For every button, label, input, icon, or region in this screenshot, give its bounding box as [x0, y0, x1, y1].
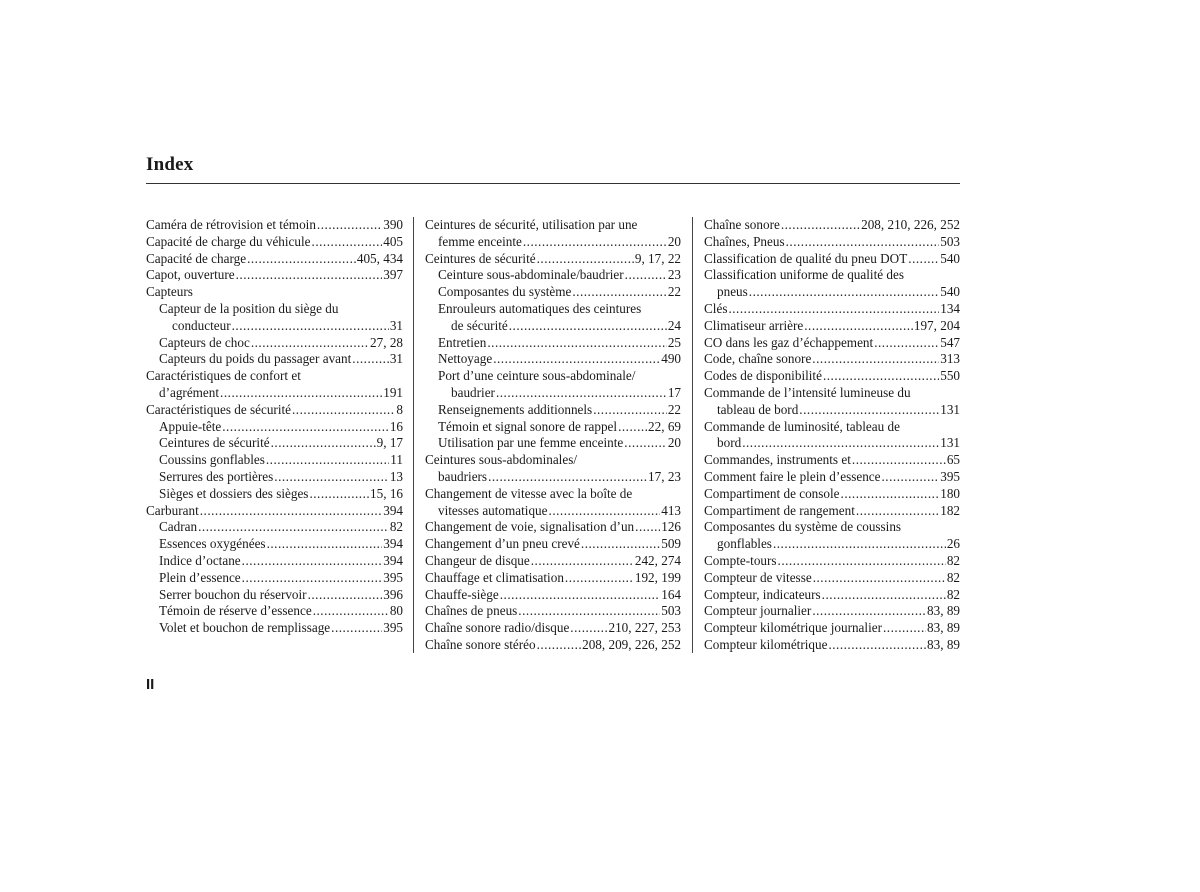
page-reference: 23 — [667, 267, 681, 283]
index-entry — [704, 217, 960, 234]
index-entry — [704, 519, 960, 536]
index-term: Nettoyage — [438, 351, 493, 367]
dot-leader — [749, 284, 939, 301]
index-entry — [704, 234, 960, 251]
page-reference: 20 — [667, 233, 681, 249]
index-entry — [704, 553, 960, 570]
dot-leader — [496, 385, 667, 402]
dot-leader — [625, 267, 667, 284]
index-entry — [146, 469, 403, 486]
dot-leader — [908, 251, 939, 268]
index-term: gonflables — [717, 536, 772, 552]
dot-leader — [537, 251, 634, 268]
index-term: Serrures des portières — [159, 468, 274, 484]
dot-leader — [624, 435, 667, 452]
dot-leader — [487, 335, 666, 352]
index-entry — [425, 351, 681, 368]
index-term: Composantes du système — [438, 284, 572, 300]
index-entry — [146, 301, 403, 318]
index-entry — [146, 486, 403, 503]
dot-leader — [781, 217, 860, 234]
index-term: Chaîne sonore — [704, 217, 780, 232]
index-term: Changement de vitesse avec la boîte de — [425, 485, 633, 501]
index-term: Codes de disponibilité — [704, 368, 822, 384]
dot-leader — [309, 486, 369, 503]
index-term: Chaînes, Pneus — [704, 233, 785, 249]
index-entry — [425, 503, 681, 520]
index-term: Chaîne sonore radio/disque — [425, 620, 570, 636]
index-term: Ceinture sous-abdominale/baudrier — [438, 267, 624, 283]
index-term: Compteur de vitesse — [704, 569, 812, 585]
page-reference: 191 — [383, 384, 403, 400]
column-divider — [692, 217, 693, 653]
index-term: Enrouleurs automatiques des ceintures — [438, 300, 642, 316]
page-reference: 192, 199 — [634, 569, 681, 585]
page-reference: 509 — [661, 536, 681, 552]
dot-leader — [292, 402, 395, 419]
page-reference: 394 — [383, 502, 403, 518]
index-entry — [425, 469, 681, 486]
index-entry — [425, 620, 681, 637]
dot-leader — [523, 234, 667, 251]
index-term: Compteur kilométrique journalier — [704, 620, 882, 636]
page-reference: 390 — [383, 217, 403, 232]
dot-leader — [813, 570, 946, 587]
dot-leader — [786, 234, 940, 251]
page-reference: 24 — [667, 317, 681, 333]
dot-leader — [572, 284, 666, 301]
page-reference: 503 — [661, 603, 681, 619]
index-term: Caractéristiques de confort et — [146, 368, 301, 384]
index-entry — [146, 251, 403, 268]
index-entry — [425, 284, 681, 301]
index-entry — [704, 503, 960, 520]
dot-leader — [509, 318, 667, 335]
index-entry — [704, 402, 960, 419]
index-entry — [704, 419, 960, 436]
dot-leader — [593, 402, 667, 419]
page-reference: 394 — [383, 536, 403, 552]
page-reference: 17 — [667, 384, 681, 400]
dot-leader — [274, 469, 389, 486]
page-reference: 164 — [661, 586, 681, 602]
index-entry — [146, 503, 403, 520]
page-reference: 131 — [940, 435, 960, 451]
dot-leader — [236, 267, 383, 284]
dot-leader — [488, 469, 647, 486]
page-reference: 490 — [661, 351, 681, 367]
page-reference: 395 — [940, 468, 960, 484]
index-term: Témoin et signal sonore de rappel — [438, 418, 618, 434]
dot-leader — [220, 385, 382, 402]
page-reference: 22 — [667, 401, 681, 417]
index-entry — [425, 419, 681, 436]
dot-leader — [823, 368, 939, 385]
page-reference: 180 — [940, 485, 960, 501]
index-entry — [425, 251, 681, 268]
dot-leader — [271, 435, 376, 452]
index-term: Composantes du système de coussins — [704, 519, 902, 535]
page-reference: 83, 89 — [927, 603, 960, 619]
index-entry — [146, 519, 403, 536]
index-entry — [704, 620, 960, 637]
dot-leader — [799, 402, 939, 419]
index-entry — [146, 536, 403, 553]
page-reference: 9, 17 — [376, 435, 403, 451]
index-term: Coussins gonflables — [159, 452, 265, 468]
index-entry — [704, 318, 960, 335]
dot-leader — [742, 435, 939, 452]
index-entry — [425, 217, 681, 234]
index-entry — [146, 570, 403, 587]
page-reference: 27, 28 — [370, 334, 403, 350]
dot-leader — [635, 519, 660, 536]
index-entry — [425, 637, 681, 654]
page-reference: 8 — [396, 401, 403, 417]
index-entry — [704, 368, 960, 385]
dot-leader — [856, 503, 939, 520]
index-term: Compteur kilométrique — [704, 636, 828, 652]
page-reference: 313 — [940, 351, 960, 367]
index-term: Clés — [704, 300, 728, 316]
dot-leader — [242, 553, 383, 570]
index-entry — [425, 267, 681, 284]
index-term: Ceintures de sécurité — [425, 250, 536, 266]
page-reference: 15, 16 — [370, 485, 403, 501]
index-term: Caméra de rétrovision et témoin — [146, 217, 316, 232]
page-reference: 82 — [946, 586, 960, 602]
index-term: Capot, ouverture — [146, 267, 235, 283]
dot-leader — [531, 553, 634, 570]
page-reference: 405 — [383, 233, 403, 249]
page-reference: 134 — [940, 300, 960, 316]
index-entry — [146, 402, 403, 419]
index-term: Ceintures sous-abdominales/ — [425, 452, 577, 468]
index-entry — [425, 402, 681, 419]
index-entry — [704, 335, 960, 352]
dot-leader — [778, 553, 946, 570]
page-reference: 405, 434 — [356, 250, 403, 266]
index-term: Changement d’un pneu crevé — [425, 536, 580, 552]
dot-leader — [828, 637, 926, 654]
page-reference: 31 — [389, 317, 403, 333]
index-term: conducteur — [172, 317, 231, 333]
index-entry — [425, 435, 681, 452]
index-term: Ceintures de sécurité — [159, 435, 270, 451]
index-entry — [146, 620, 403, 637]
dot-leader — [222, 419, 389, 436]
index-term: Capteurs — [146, 284, 193, 300]
index-term: Port d’une ceinture sous-abdominale/ — [438, 368, 636, 384]
index-term: Caractéristiques de sécurité — [146, 401, 291, 417]
index-term: Changeur de disque — [425, 552, 530, 568]
index-term: Compartiment de console — [704, 485, 840, 501]
dot-leader — [251, 335, 369, 352]
index-entry — [425, 536, 681, 553]
dot-leader — [247, 251, 356, 268]
index-entry — [704, 536, 960, 553]
page-reference: 82 — [946, 552, 960, 568]
index-term: Cadran — [159, 519, 198, 535]
dot-leader — [312, 234, 383, 251]
index-term: Serrer bouchon du réservoir — [159, 586, 307, 602]
index-term: Entretien — [438, 334, 487, 350]
page-reference: 413 — [661, 502, 681, 518]
index-entry — [425, 486, 681, 503]
index-term: Chauffage et climatisation — [425, 569, 564, 585]
page-reference: 16 — [389, 418, 403, 434]
page-reference: 242, 274 — [634, 552, 681, 568]
index-entry — [425, 603, 681, 620]
index-entry — [704, 251, 960, 268]
dot-leader — [493, 351, 660, 368]
dot-leader — [618, 419, 647, 436]
index-term: Comment faire le plein d’essence — [704, 468, 881, 484]
index-term: Carburant — [146, 502, 199, 518]
index-term: Chaînes de pneus — [425, 603, 518, 619]
index-entry — [146, 435, 403, 452]
index-column-2 — [425, 217, 681, 654]
dot-leader — [883, 620, 926, 637]
index-term: Chaîne sonore stéréo — [425, 636, 536, 652]
index-entry — [704, 284, 960, 301]
page-reference: 395 — [383, 569, 403, 585]
dot-leader — [518, 603, 660, 620]
dot-leader — [200, 503, 382, 520]
index-term: Ceintures de sécurité, utilisation par une — [425, 217, 638, 232]
index-entry — [146, 385, 403, 402]
index-term: baudrier — [451, 384, 495, 400]
page-reference: 13 — [389, 468, 403, 484]
dot-leader — [266, 452, 389, 469]
index-entry — [146, 553, 403, 570]
index-entry — [146, 267, 403, 284]
index-entry — [146, 335, 403, 352]
page-reference: 208, 209, 226, 252 — [582, 636, 681, 652]
index-entry — [425, 301, 681, 318]
page-reference: 31 — [389, 351, 403, 367]
page-reference: 547 — [940, 334, 960, 350]
dot-leader — [822, 587, 946, 604]
index-term: Compteur journalier — [704, 603, 812, 619]
index-entry — [704, 267, 960, 284]
index-entry — [425, 335, 681, 352]
index-term: Plein d’essence — [159, 569, 241, 585]
index-entry — [704, 452, 960, 469]
index-term: Compartiment de rangement — [704, 502, 855, 518]
index-term: Classification uniforme de qualité des — [704, 267, 904, 283]
index-entry — [146, 351, 403, 368]
dot-leader — [352, 351, 389, 368]
index-term: femme enceinte — [438, 233, 522, 249]
index-entry — [425, 318, 681, 335]
index-term: Indice d’octane — [159, 552, 241, 568]
index-term: CO dans les gaz d’échappement — [704, 334, 874, 350]
header-rule — [146, 183, 960, 184]
page-reference: 503 — [940, 233, 960, 249]
page-reference: 208, 210, 226, 252 — [861, 217, 960, 232]
dot-leader — [267, 536, 383, 553]
page-reference: 83, 89 — [927, 636, 960, 652]
index-entry — [704, 486, 960, 503]
dot-leader — [581, 536, 660, 553]
dot-leader — [313, 603, 389, 620]
index-entry — [704, 385, 960, 402]
page-reference: 17, 23 — [648, 468, 681, 484]
index-term: pneus — [717, 284, 748, 300]
index-term: Capacité de charge — [146, 250, 247, 266]
dot-leader — [232, 318, 389, 335]
page-reference: 540 — [940, 284, 960, 300]
index-entry — [704, 587, 960, 604]
index-term: Sièges et dossiers des sièges — [159, 485, 309, 501]
page-reference: 540 — [940, 250, 960, 266]
page-reference: 182 — [940, 502, 960, 518]
index-entry — [146, 234, 403, 251]
index-term: Compteur, indicateurs — [704, 586, 821, 602]
index-entry — [704, 637, 960, 654]
dot-leader — [812, 603, 926, 620]
index-term: Témoin de réserve d’essence — [159, 603, 312, 619]
page-reference: 394 — [383, 552, 403, 568]
index-term: vitesses automatique — [438, 502, 548, 518]
index-entry — [704, 469, 960, 486]
index-entry — [146, 419, 403, 436]
index-entry — [425, 519, 681, 536]
index-entry — [425, 368, 681, 385]
index-term: Appuie-tête — [159, 418, 222, 434]
dot-leader — [565, 570, 634, 587]
index-entry — [146, 603, 403, 620]
page-reference: 22, 69 — [648, 418, 681, 434]
page-reference: 82 — [389, 519, 403, 535]
dot-leader — [882, 469, 940, 486]
page-reference: 126 — [661, 519, 681, 535]
index-term: baudriers — [438, 468, 488, 484]
index-term: Chauffe-siège — [425, 586, 499, 602]
page-reference: 131 — [940, 401, 960, 417]
index-entry — [704, 301, 960, 318]
dot-leader — [841, 486, 940, 503]
dot-leader — [804, 318, 913, 335]
column-divider — [413, 217, 414, 653]
dot-leader — [308, 587, 383, 604]
index-entry — [146, 217, 403, 234]
dot-leader — [874, 335, 939, 352]
index-term: Compte-tours — [704, 552, 777, 568]
index-term: tableau de bord — [717, 401, 799, 417]
index-column-3 — [704, 217, 960, 654]
page-reference: 83, 89 — [927, 620, 960, 636]
dot-leader — [852, 452, 946, 469]
page-reference: 11 — [390, 452, 403, 468]
dot-leader — [773, 536, 946, 553]
index-term: Capteurs de choc — [159, 334, 250, 350]
page-title: Index — [146, 154, 194, 175]
index-term: Classification de qualité du pneu DOT — [704, 250, 908, 266]
page-reference: 197, 204 — [913, 317, 960, 333]
index-entry — [425, 385, 681, 402]
index-term: Capteurs du poids du passager avant — [159, 351, 352, 367]
index-term: Essences oxygénées — [159, 536, 266, 552]
index-term: d’agrément — [159, 384, 220, 400]
page-reference: 82 — [946, 569, 960, 585]
page-reference: 22 — [667, 284, 681, 300]
index-entry — [704, 570, 960, 587]
page-number: II — [146, 676, 155, 693]
index-term: Capteur de la position du siège du — [159, 300, 339, 316]
index-entry — [425, 553, 681, 570]
dot-leader — [331, 620, 382, 637]
dot-leader — [317, 217, 382, 234]
index-entry — [425, 452, 681, 469]
page-reference: 550 — [940, 368, 960, 384]
dot-leader — [570, 620, 607, 637]
index-term: Commandes, instruments et — [704, 452, 851, 468]
index-entry — [146, 318, 403, 335]
index-term: Commande de luminosité, tableau de — [704, 418, 900, 434]
page-reference: 210, 227, 253 — [608, 620, 681, 636]
page-reference: 26 — [946, 536, 960, 552]
index-entry — [425, 570, 681, 587]
index-entry — [146, 368, 403, 385]
index-term: Code, chaîne sonore — [704, 351, 812, 367]
index-entry — [425, 234, 681, 251]
index-term: Renseignements additionnels — [438, 401, 593, 417]
dot-leader — [812, 351, 939, 368]
index-entry — [704, 351, 960, 368]
index-term: bord — [717, 435, 742, 451]
index-entry — [146, 587, 403, 604]
index-entry — [146, 284, 403, 301]
page-reference: 397 — [383, 267, 403, 283]
dot-leader — [500, 587, 660, 604]
index-term: de sécurité — [451, 317, 508, 333]
index-entry — [704, 603, 960, 620]
index-term: Commande de l’intensité lumineuse du — [704, 384, 911, 400]
index-entry — [146, 452, 403, 469]
index-term: Utilisation par une femme enceinte — [438, 435, 624, 451]
index-term: Capacité de charge du véhicule — [146, 233, 311, 249]
page-reference: 396 — [383, 586, 403, 602]
index-term: Climatiseur arrière — [704, 317, 804, 333]
dot-leader — [537, 637, 582, 654]
page-reference: 80 — [389, 603, 403, 619]
dot-leader — [198, 519, 389, 536]
dot-leader — [549, 503, 661, 520]
page-reference: 9, 17, 22 — [634, 250, 681, 266]
index-entry — [425, 587, 681, 604]
page-reference: 25 — [667, 334, 681, 350]
dot-leader — [242, 570, 383, 587]
page-reference: 20 — [667, 435, 681, 451]
index-column-1 — [146, 217, 403, 637]
dot-leader — [728, 301, 939, 318]
index-entry — [704, 435, 960, 452]
page-reference: 65 — [946, 452, 960, 468]
index-term: Changement de voie, signalisation d’un — [425, 519, 635, 535]
index-term: Volet et bouchon de remplissage — [159, 620, 331, 636]
page-reference: 395 — [383, 620, 403, 636]
